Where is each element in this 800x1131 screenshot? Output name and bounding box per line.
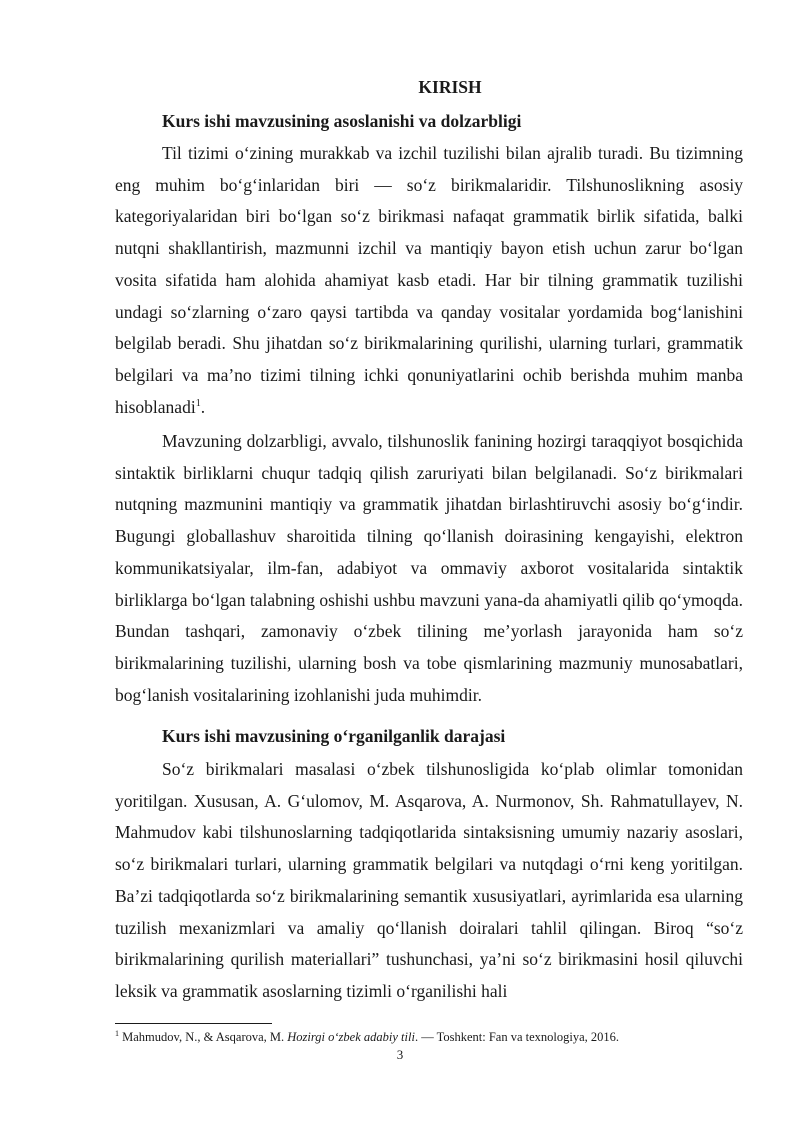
footnote bbox=[115, 1028, 619, 1046]
footnote-number: 1 bbox=[115, 1028, 119, 1038]
paragraph-language-system bbox=[115, 138, 743, 423]
page-number: 3 bbox=[396, 1047, 404, 1062]
footnote-separator bbox=[115, 1023, 272, 1024]
footnote-authors: Mahmudov, N., & Asqarova, M. bbox=[119, 1030, 288, 1044]
paragraph-text: Mavzuning dolzarbligi, avvalo, tilshunoslik fanining hozirgi taraqqiyot bosqichida sintaktik birliklarni chuqur tadqiq qilish zaruriyati bilan belgilanadi. So‘z birikmalari nutqning mazmunini mantiqiy va grammatik jihatdan birlashtiruvchi asosiy bo‘g‘indir. Bugungi globallashuv sharoitida tilning qo‘llanish doirasining kengayishi, elektron kommunikatsiyalar, ilm-fan, adabiyot va ommaviy axborot vositalarida sintaktik birliklarga bo‘lgan talabning oshishi ushbu mavzuni yana-da ahamiyatli qilib qo‘ymoqda. Bundan tashqari, zamonaviy o‘zbek tilining me’yorlash jarayonida ham so‘z birikmalarining tuzilishi, ularning bosh va tobe qismlarining mazmuniy munosabatlari, bog‘lanish vositalarining izohlanishi juda muhimdir. bbox=[115, 431, 743, 705]
chapter-title: KIRISH bbox=[418, 77, 482, 97]
paragraph-text: Til tizimi o‘zining murakkab va izchil tuzilishi bilan ajralib turadi. Bu tizimning eng muhim bo‘g‘inlaridan biri — so‘z birikmalaridir. Tilshunoslikning asosiy kategoriyalaridan biri bo‘lgan so‘z birikmasi nafaqat grammatik birlik sifatida, balki nutqni shakllantirish, mazmunni izchil va mantiqiy bayon etish uchun zarur bo‘lgan vosita sifatida ham alohida ahamiyat kasb etadi. Har bir tilning grammatik tuzilishi undagi so‘zlarning o‘zaro qaysi tartibda va qanday vositalar yordamida bog‘lanishini belgilab beradi. Shu jihatdan so‘z birikmalarining qurilishi, ularning turlari, grammatik belgilari va ma’no tizimi tilning ichki qonuniyatlarini ochib berishda muhim manba hisoblanadi bbox=[115, 143, 743, 417]
paragraph-end: . bbox=[200, 396, 206, 417]
paragraph-relevance bbox=[115, 426, 743, 711]
paragraph-study-degree bbox=[115, 754, 743, 1008]
footnote-book-title: Hozirgi o‘zbek adabiy tili bbox=[287, 1030, 415, 1044]
footnote-reference: 1 bbox=[195, 397, 201, 409]
footnote-publisher: . — Toshkent: Fan va texnologiya, 2016. bbox=[414, 1030, 620, 1044]
section-heading-relevance: Kurs ishi mavzusining asoslanishi va dolzarbligi bbox=[162, 111, 522, 131]
section-heading-study-degree: Kurs ishi mavzusining o‘rganilganlik darajasi bbox=[162, 726, 506, 746]
paragraph-text: So‘z birikmalari masalasi o‘zbek tilshunosligida ko‘plab olimlar tomonidan yoritilgan. Xususan, A. G‘ulomov, M. Asqarova, A. Nurmonov, Sh. Rahmatullayev, N. Mahmudov kabi tilshunoslarning tadqiqotlarida sintaksisning umumiy nazariy asoslari, so‘z birikmalari turlari, ularning grammatik belgilari va nutqdagi o‘rni keng yoritilgan. Ba’zi tadqiqotlarda so‘z birikmalarining semantik xususiyatlari, ayrimlarida esa ularning tuzilish mexanizmlari va amaliy qo‘llanish doiralari tahlil qilingan. Biroq “so‘z birikmalarining qurilish materiallari” tushunchasi, ya’ni so‘z birikmasini hosil qiluvchi leksik va grammatik asoslarning tizimli o‘rganilishi hali bbox=[115, 759, 743, 1001]
